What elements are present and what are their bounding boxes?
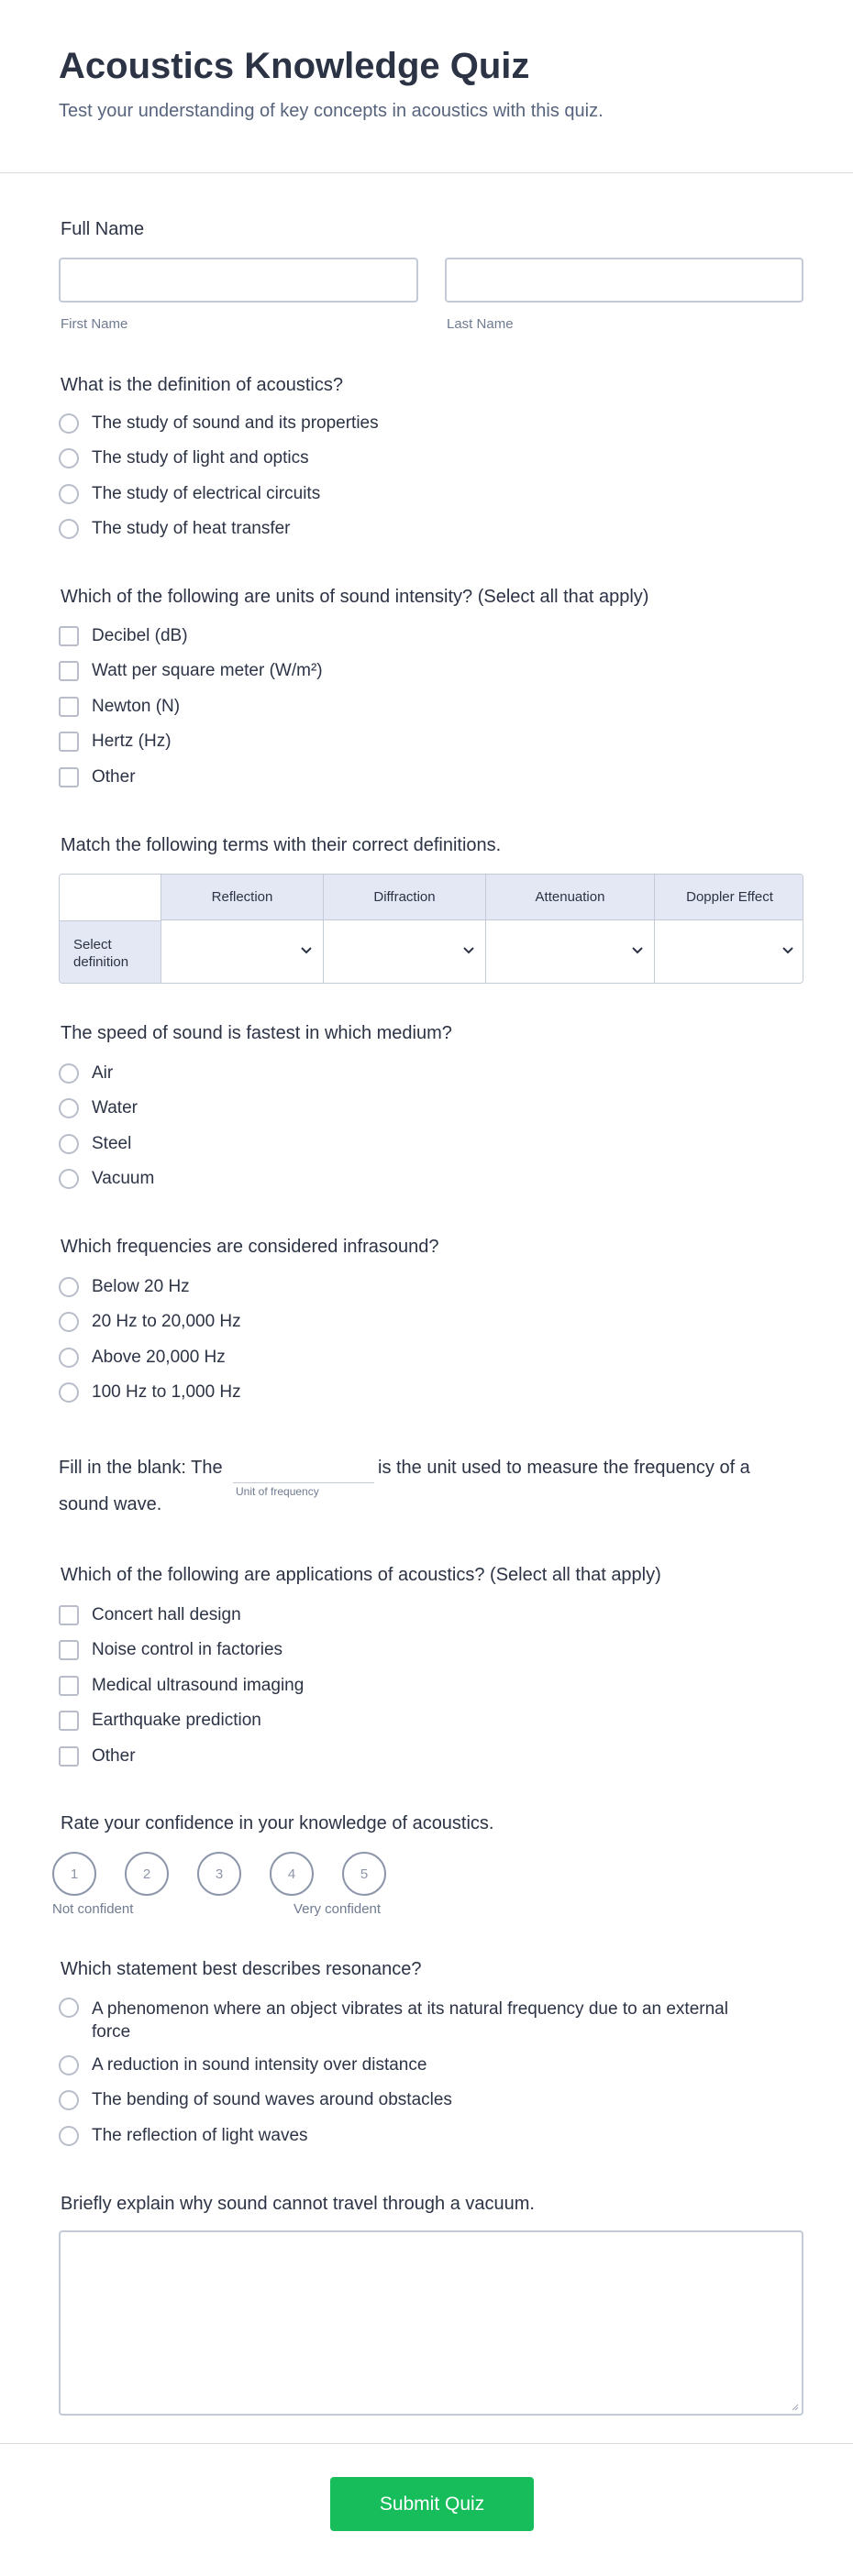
header-divider [0,172,853,173]
q5-option[interactable] [59,1345,226,1371]
q6-prefix: Fill in the blank: The [59,1458,223,1478]
radio-button[interactable] [59,519,79,539]
option-label-continued: force [92,2022,131,2042]
q1-option[interactable] [59,516,291,542]
checkbox[interactable] [59,732,79,752]
frequency-unit-blank-input[interactable] [233,1457,374,1483]
q2-option[interactable] [59,694,180,720]
rating-option-5[interactable]: 5 [342,1852,386,1896]
q9-option[interactable] [59,2123,308,2149]
rating-option-3[interactable]: 3 [197,1852,241,1896]
last-name-input[interactable] [445,258,803,303]
q2-option[interactable] [59,765,136,790]
radio-button[interactable] [59,448,79,468]
option-label: Earthquake prediction [92,1711,261,1730]
option-label: Air [92,1063,114,1083]
radio-button[interactable] [59,1312,79,1332]
q9-option[interactable] [59,2053,426,2078]
q7-option[interactable] [59,1637,282,1663]
radio-button[interactable] [59,2055,79,2075]
checkbox[interactable] [59,1605,79,1625]
option-label: The study of sound and its properties [92,413,379,433]
rating-option-1[interactable]: 1 [52,1852,96,1896]
first-name-input[interactable] [59,258,418,303]
matrix-column-header: Doppler Effect [654,875,803,920]
submit-quiz-button[interactable]: Submit Quiz [330,2477,534,2531]
q4-option[interactable] [59,1061,113,1086]
q7-option[interactable] [59,1673,304,1699]
vacuum-explanation-textarea[interactable] [59,2230,803,2416]
q1-option[interactable] [59,481,320,507]
option-label: Concert hall design [92,1605,241,1624]
option-label: 100 Hz to 1,000 Hz [92,1382,241,1402]
form-title: Acoustics Knowledge Quiz [59,46,530,86]
option-label: A phenomenon where an object vibrates at its natural frequency due to an external [92,1999,728,2019]
q4-option[interactable] [59,1166,154,1192]
option-label: The study of heat transfer [92,519,291,538]
option-label: Newton (N) [92,697,181,716]
rating-option-2[interactable]: 2 [125,1852,169,1896]
matrix-corner [60,875,161,920]
q7-option[interactable] [59,1708,261,1734]
definition-select[interactable] [485,920,654,984]
option-label: Decibel (dB) [92,626,188,645]
q1-question: What is the definition of acoustics? [61,375,343,395]
last-name-sublabel: Last Name [447,316,514,332]
chevron-down-icon [781,945,795,956]
option-label: A reduction in sound intensity over distance [92,2055,427,2075]
first-name-sublabel: First Name [61,316,128,332]
q7-question: Which of the following are applications of acoustics? (Select all that apply) [61,1565,661,1585]
chevron-down-icon [630,945,645,956]
chevron-down-icon [299,945,314,956]
full-name-label: Full Name [61,219,145,239]
checkbox[interactable] [59,1711,79,1731]
checkbox[interactable] [59,767,79,787]
radio-button[interactable] [59,2090,79,2110]
matrix-column-header: Attenuation [485,875,654,920]
q3-question: Match the following terms with their correct definitions. [61,835,502,855]
option-label: Other [92,1746,136,1766]
option-label: The bending of sound waves around obstacles [92,2090,452,2109]
radio-button[interactable] [59,1063,79,1084]
option-label: Other [92,767,136,787]
q7-option[interactable] [59,1602,241,1628]
q2-option[interactable] [59,729,172,754]
q8-question: Rate your confidence in your knowledge of acoustics. [61,1813,494,1833]
rating-low-label: Not confident [52,1901,134,1917]
form-subtitle: Test your understanding of key concepts in acoustics with this quiz. [59,101,604,121]
chevron-down-icon [461,945,476,956]
matrix-row-label: Select definition [60,920,161,984]
q1-option[interactable] [59,411,379,436]
option-label: Above 20,000 Hz [92,1348,226,1367]
checkbox[interactable] [59,661,79,681]
option-label: Water [92,1098,138,1117]
option-label: Steel [92,1134,132,1153]
radio-button[interactable] [59,1382,79,1403]
option-label: 20 Hz to 20,000 Hz [92,1312,241,1331]
matching-matrix [59,874,803,984]
checkbox[interactable] [59,626,79,646]
q5-option[interactable] [59,1380,241,1405]
definition-select[interactable] [323,920,485,984]
option-label: The study of electrical circuits [92,484,321,503]
q6-suffix-continued: sound wave. [59,1494,162,1514]
q9-question: Which statement best describes resonance? [61,1959,422,1979]
q2-option[interactable] [59,623,188,649]
option-label: Noise control in factories [92,1640,283,1659]
checkbox[interactable] [59,1746,79,1767]
radio-button[interactable] [59,1348,79,1368]
radio-button[interactable] [59,1134,79,1154]
radio-button[interactable] [59,1998,79,2018]
q7-option[interactable] [59,1744,136,1769]
q4-option[interactable] [59,1131,131,1157]
q5-question: Which frequencies are considered infrasound? [61,1237,439,1257]
option-label: Vacuum [92,1169,155,1188]
q4-option[interactable] [59,1095,138,1121]
option-label: The reflection of light waves [92,2126,308,2145]
footer-divider [0,2443,853,2444]
checkbox[interactable] [59,1640,79,1660]
q2-option[interactable] [59,658,323,684]
radio-button[interactable] [59,1098,79,1118]
radio-button[interactable] [59,1277,79,1297]
q6-suffix: is the unit used to measure the frequency of a [378,1458,750,1478]
option-label: The study of light and optics [92,448,309,468]
option-label: Watt per square meter (W/m²) [92,661,323,680]
q9-option[interactable] [59,2087,452,2113]
blank-sublabel: Unit of frequency [236,1485,319,1498]
matrix-column-header: Diffraction [323,875,485,920]
radio-button[interactable] [59,1169,79,1189]
option-label: Below 20 Hz [92,1277,190,1296]
radio-button[interactable] [59,413,79,434]
q5-option[interactable] [59,1309,241,1335]
q2-question: Which of the following are units of sound intensity? (Select all that apply) [61,587,649,607]
q5-option[interactable] [59,1274,190,1300]
rating-option-4[interactable]: 4 [270,1852,314,1896]
resize-grip-icon[interactable] [790,2402,799,2411]
checkbox[interactable] [59,1676,79,1696]
option-label: Medical ultrasound imaging [92,1676,305,1695]
matrix-column-header: Reflection [161,875,323,920]
radio-button[interactable] [59,2126,79,2146]
q4-question: The speed of sound is fastest in which medium? [61,1023,452,1043]
q10-question: Briefly explain why sound cannot travel through a vacuum. [61,2194,535,2214]
definition-select[interactable] [161,920,323,984]
checkbox[interactable] [59,697,79,717]
q1-option[interactable] [59,446,309,471]
rating-high-label: Very confident [294,1901,382,1917]
radio-button[interactable] [59,484,79,504]
definition-select[interactable] [654,920,803,984]
option-label: Hertz (Hz) [92,732,172,751]
